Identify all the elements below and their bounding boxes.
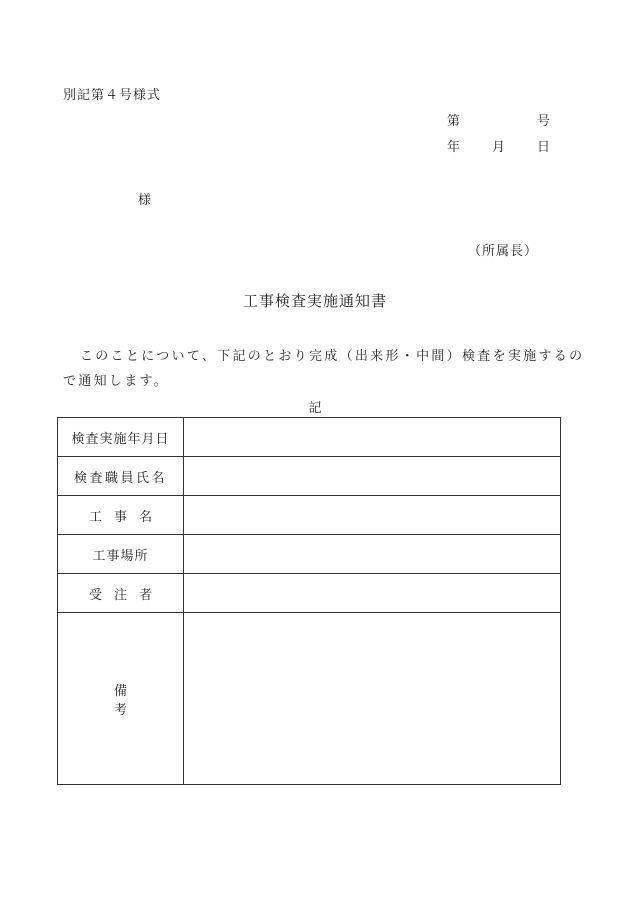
date-month-label: 月 [492,140,506,155]
table-row [58,496,561,535]
row-value [184,613,561,785]
date-year-label: 年 [447,140,461,155]
row-label: 検査職員氏名 [58,457,184,496]
number-prefix: 第 [447,114,461,129]
date-day-label: 日 [537,140,551,155]
addressee-suffix: 様 [138,193,152,208]
number-suffix: 号 [537,114,551,129]
table-row [58,574,561,613]
row-label: 工事名 [58,496,184,535]
table-row [58,457,561,496]
row-value [184,574,561,613]
inspection-info-table [57,417,561,785]
table-row [58,613,561,785]
table-row [58,418,561,457]
row-value [184,535,561,574]
sender-label: （所属長） [468,244,539,259]
row-label: 受注者 [58,574,184,613]
form-number: 別記第４号様式 [63,88,162,103]
row-label: 検査実施年月日 [58,418,184,457]
row-value [184,457,561,496]
row-label: 工事場所 [58,535,184,574]
row-value [184,496,561,535]
body-text-line1: このことについて、下記のとおり完成（出来形・中間）検査を実施するの [80,349,585,364]
row-label: 備考 [58,613,184,785]
body-text-line2: で通知します。 [63,374,170,389]
table-row [58,535,561,574]
ki-heading: 記 [308,401,322,416]
document-title: 工事検査実施通知書 [242,292,387,310]
row-value [184,418,561,457]
